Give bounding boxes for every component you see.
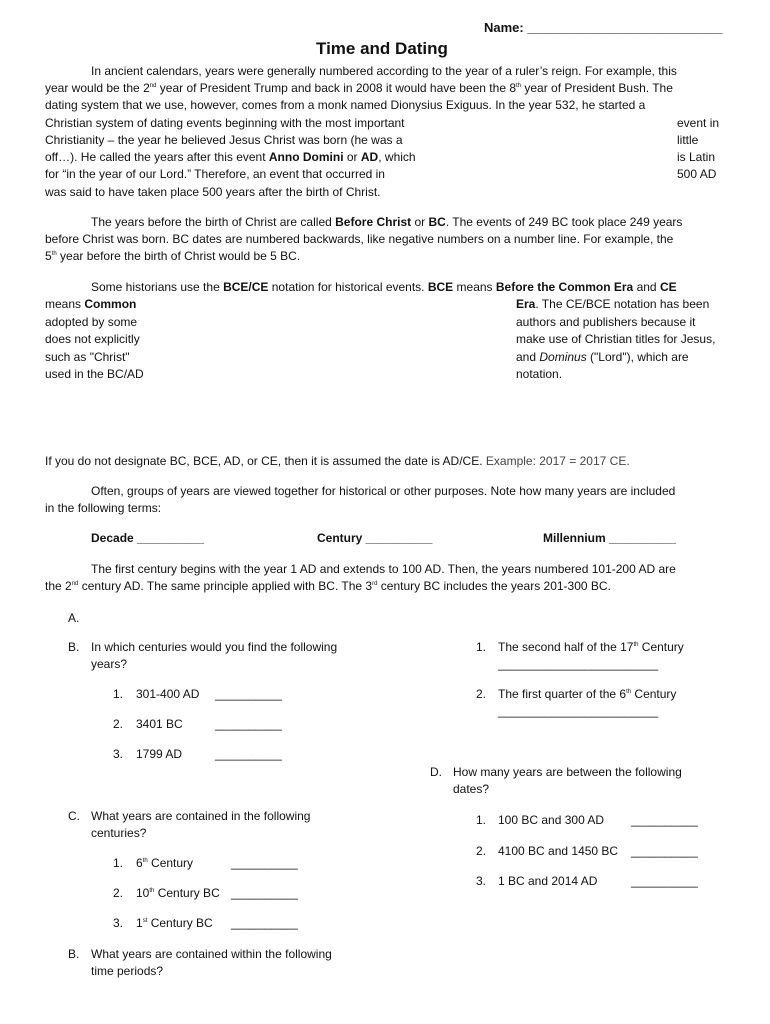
b-item-2-blank[interactable]: __________ [215, 717, 282, 731]
b-item-3-num: 3. [113, 747, 124, 761]
p1-line-6-right: is Latin [677, 150, 716, 164]
name-label: Name: [484, 20, 524, 35]
p3-right-3: make use of Christian titles for Jesus, [516, 332, 716, 346]
p1-line-6: off…). He called the years after this event Anno Domini or AD, which [45, 150, 416, 164]
d-item-2-num: 2. [476, 844, 487, 858]
p6-line-1: The first century begins with the year 1 AD and extends to 100 AD. Then, the years numbered 101-200 AD are [91, 562, 676, 576]
p1-line-5-right: little [677, 133, 699, 147]
right-item-1-num: 1. [476, 640, 487, 654]
p4-line: If you do not designate BC, BCE, AD, or CE, then it is assumed the date is AD/CE. Example: 2017 = 2017 CE. [45, 454, 630, 468]
p3-right-4: and Dominus ("Lord"), which are [516, 350, 689, 364]
p2-line-3: 5th year before the birth of Christ would be 5 BC. [45, 249, 301, 263]
right-item-1-blank[interactable]: ________________________ [498, 657, 659, 671]
term-century[interactable]: Century __________ [317, 531, 433, 545]
section-c-letter: C. [68, 809, 80, 823]
p1-line-3: dating system that we use, however, comes from a monk named Dionysius Exiguus. In the year 532, he started a [45, 98, 646, 112]
section-b2-letter: B. [68, 947, 80, 961]
page-title: Time and Dating [316, 39, 448, 58]
p6-line-2: the 2nd century AD. The same principle applied with BC. The 3rd century BC includes the years 201-300 BC. [45, 579, 611, 593]
p3-left-2: adopted by some [45, 315, 138, 329]
c-item-3-text: 1st Century BC [136, 916, 213, 930]
c-item-1-blank[interactable]: __________ [231, 856, 298, 870]
d-item-3-text: 1 BC and 2014 AD [498, 874, 598, 888]
section-d-letter: D. [430, 765, 442, 779]
term-millennium[interactable]: Millennium __________ [543, 531, 676, 545]
b-item-3-text: 1799 AD [136, 747, 183, 761]
p1-line-2: year would be the 2nd year of President Trump and back in 2008 it would have been the 8th year of President Bush. The [45, 81, 673, 95]
p1-line-4-right: event in [677, 116, 720, 130]
right-item-2-blank[interactable]: ________________________ [498, 704, 659, 718]
c-item-1-num: 1. [113, 856, 124, 870]
c-item-2-num: 2. [113, 886, 124, 900]
section-a-letter: A. [68, 611, 80, 625]
section-b-question-2: years? [91, 657, 128, 671]
p1-line-7: for “in the year of our Lord.” Therefore, an event that occurred in [45, 167, 385, 181]
p1-line-5: Christianity – the year he believed Jesus Christ was born (he was a [45, 133, 403, 147]
d-item-1-blank[interactable]: __________ [631, 813, 698, 827]
section-d-question-1: How many years are between the following [453, 765, 682, 779]
d-item-1-num: 1. [476, 813, 487, 827]
p1-line-1: In ancient calendars, years were generally numbered according to the year of a ruler’s reign. For example, this [91, 64, 677, 78]
b-item-1-text: 301-400 AD [136, 687, 200, 701]
b-item-2-num: 2. [113, 717, 124, 731]
b-item-1-num: 1. [113, 687, 124, 701]
b-item-3-blank[interactable]: __________ [215, 747, 282, 761]
p2-line-2: before Christ was born. BC dates are numbered backwards, like negative numbers on a number line. For example, the [45, 232, 674, 246]
section-b2-question-1: What years are contained within the following [91, 947, 332, 961]
p1-line-4: Christian system of dating events beginning with the most important [45, 116, 405, 130]
p5-line-1: Often, groups of years are viewed together for historical or other purposes. Note how many years are included [91, 484, 676, 498]
d-item-2-blank[interactable]: __________ [631, 844, 698, 858]
name-field [484, 19, 723, 37]
c-item-2-text: 10th Century BC [136, 886, 220, 900]
p3-left-3: does not explicitly [45, 332, 140, 346]
c-item-1-text: 6th Century [136, 856, 194, 870]
term-decade[interactable]: Decade __________ [91, 531, 204, 545]
d-item-3-blank[interactable]: __________ [631, 874, 698, 888]
d-item-3-num: 3. [476, 874, 487, 888]
p3-left-1: means Common [45, 297, 137, 311]
p3-right-5: notation. [516, 367, 563, 381]
right-item-2-text: The first quarter of the 6th Century [498, 687, 677, 701]
p3-line-1: Some historians use the BCE/CE notation for historical events. BCE means Before the Common Era and CE [91, 280, 677, 294]
section-b2-question-2: time periods? [91, 964, 164, 978]
b-item-2-text: 3401 BC [136, 717, 183, 731]
section-b-question-1: In which centuries would you find the following [91, 640, 338, 654]
p3-right-1: Era. The CE/BCE notation has been [516, 297, 710, 311]
d-item-1-text: 100 BC and 300 AD [498, 813, 605, 827]
p2-line-1: The years before the birth of Christ are called Before Christ or BC. The events of 249 BC took place 249 years [91, 215, 683, 229]
right-item-2-num: 2. [476, 687, 487, 701]
p5-line-2: in the following terms: [45, 501, 162, 515]
section-c-question-1: What years are contained in the following [91, 809, 311, 823]
name-blank[interactable]: ___________________________ [527, 20, 723, 35]
p1-line-7-right: 500 AD [677, 167, 717, 181]
d-item-2-text: 4100 BC and 1450 BC [498, 844, 619, 858]
section-c-question-2: centuries? [91, 826, 147, 840]
right-item-1-text: The second half of the 17th Century [498, 640, 684, 654]
p3-left-4: such as "Christ" [45, 350, 130, 364]
section-b-letter: B. [68, 640, 80, 654]
c-item-2-blank[interactable]: __________ [231, 886, 298, 900]
p3-left-5: used in the BC/AD [45, 367, 144, 381]
b-item-1-blank[interactable]: __________ [215, 687, 282, 701]
p3-right-2: authors and publishers because it [516, 315, 696, 329]
p1-line-8: was said to have taken place 500 years after the birth of Christ. [45, 185, 381, 199]
section-d-question-2: dates? [453, 782, 490, 796]
c-item-3-blank[interactable]: __________ [231, 916, 298, 930]
c-item-3-num: 3. [113, 916, 124, 930]
